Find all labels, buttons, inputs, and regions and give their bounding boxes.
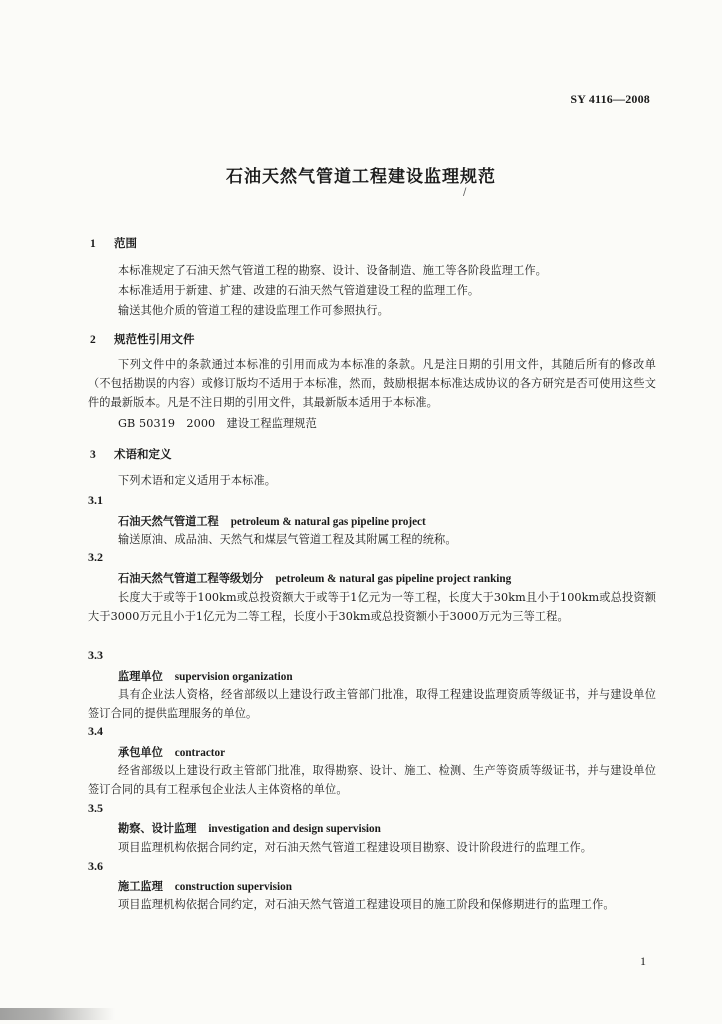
term-name	[118, 570, 511, 586]
term-en: investigation and design supervision	[208, 823, 381, 835]
term-zh: 承包单位	[118, 746, 163, 759]
term-number: 3.6	[88, 859, 103, 873]
term-number: 3.3	[88, 648, 103, 662]
term-definition: 经省部级以上建设行政主管部门批准，取得勘察、设计、施工、检测、生产等资质等级证书，并与建设单位签订合同的具有工程承包企业法人主体资格的单位。	[88, 764, 656, 796]
paragraph: 输送其他介质的管道工程的建设监理工作可参照执行。	[118, 304, 389, 317]
reference-entry: GB 50319 2000 建设工程监理规范	[118, 417, 317, 430]
section-title: 术语和定义	[114, 447, 172, 461]
section-number: 2	[90, 334, 96, 346]
section-title: 范围	[114, 236, 137, 250]
section-heading-terms	[90, 446, 172, 462]
paragraph: 下列文件中的条款通过本标准的引用而成为本标准的条款。凡是注日期的引用文件，其随后所有的修改单（不包括勘误的内容）或修订版均不适用于本标准，然而，鼓励根据本标准达成协议的各方研究是否可使用这些文件的最新版本。凡是不注日期的引用文件，其最新版本适用于本标准。	[88, 358, 656, 409]
term-en: petroleum & natural gas pipeline project ranking	[275, 573, 512, 585]
section-number: 1	[90, 238, 96, 250]
document-title: 石油天然气管道工程建设监理规范	[226, 167, 496, 187]
section-heading-references	[90, 331, 195, 347]
standard-code: SY 4116—2008	[570, 92, 650, 106]
page-number: 1	[640, 954, 646, 968]
term-en: petroleum & natural gas pipeline project	[230, 516, 426, 528]
term-number: 3.1	[88, 493, 103, 507]
term-en: supervision organization	[174, 671, 293, 683]
term-number: 3.2	[88, 550, 103, 564]
term-zh: 石油天然气管道工程	[118, 515, 219, 528]
term-en: contractor	[174, 747, 226, 759]
term-zh: 监理单位	[118, 670, 163, 683]
section-number: 3	[90, 449, 96, 461]
term-en: construction supervision	[174, 881, 292, 893]
term-definition: 长度大于或等于100km或总投资额大于或等于1亿元为一等工程，长度大于30km且小于100km或总投资额大于3000万元且小于1亿元为二等工程，长度小于30km或总投资额小于3000万元为三等工程。	[88, 591, 656, 623]
term-zh: 石油天然气管道工程等级划分	[118, 572, 264, 585]
term-definition: 项目监理机构依据合同约定，对石油天然气管道工程建设项目的施工阶段和保修期进行的监理工作。	[118, 898, 615, 911]
term-definition: 项目监理机构依据合同约定，对石油天然气管道工程建设项目勘察、设计阶段进行的监理工作。	[118, 841, 593, 854]
term-name	[118, 513, 426, 529]
section-title: 规范性引用文件	[114, 332, 195, 346]
section-heading-scope	[90, 235, 137, 251]
scan-artifact	[0, 1008, 115, 1020]
stray-mark: /	[463, 187, 467, 198]
term-definition: 具有企业法人资格，经省部级以上建设行政主管部门批准，取得工程建设监理资质等级证书，并与建设单位签订合同的提供监理服务的单位。	[88, 688, 656, 720]
term-name	[118, 878, 292, 894]
term-zh: 勘察、设计监理	[118, 822, 197, 835]
term-name	[118, 744, 225, 760]
term-name	[118, 668, 293, 684]
paragraph: 本标准适用于新建、扩建、改建的石油天然气管道建设工程的监理工作。	[118, 284, 480, 297]
paragraph: 下列术语和定义适用于本标准。	[118, 474, 277, 487]
term-number: 3.5	[88, 801, 103, 815]
term-definition: 输送原油、成品油、天然气和煤层气管道工程及其附属工程的统称。	[118, 533, 457, 546]
term-name	[118, 820, 381, 836]
term-zh: 施工监理	[118, 880, 163, 893]
term-number: 3.4	[88, 724, 103, 738]
paragraph: 本标准规定了石油天然气管道工程的勘察、设计、设备制造、施工等各阶段监理工作。	[118, 264, 547, 277]
